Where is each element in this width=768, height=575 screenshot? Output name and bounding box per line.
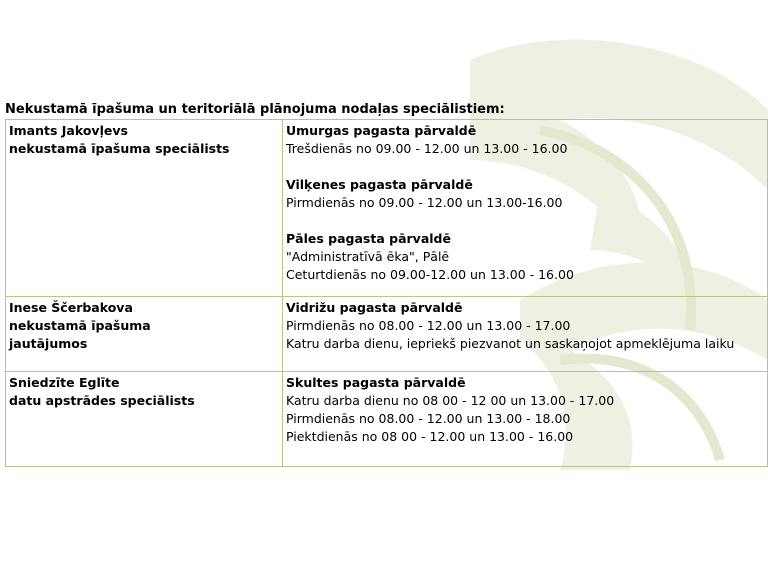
- person-cell: [6, 297, 283, 372]
- schedule-cell: [283, 297, 768, 372]
- schedule-line: Pirmdienās no 09.00 - 12.00 un 13.00-16.00: [286, 195, 563, 210]
- office-name: Vilķenes pagasta pārvaldē: [286, 177, 473, 192]
- person-name: Sniedzīte Eglīte: [9, 375, 120, 390]
- specialists-section: [5, 102, 768, 467]
- person-cell: [6, 372, 283, 467]
- person-name: Imants Jakovļevs: [9, 123, 128, 138]
- office-name: Pāles pagasta pārvaldē: [286, 231, 451, 246]
- schedule-line: Pirmdienās no 08.00 - 12.00 un 13.00 - 17.00: [286, 318, 571, 333]
- office-name: Vidrižu pagasta pārvaldē: [286, 300, 463, 315]
- table-row: [6, 372, 768, 467]
- table-row: [6, 120, 768, 297]
- table-row: [6, 297, 768, 372]
- schedule-line: Katru darba dienu, iepriekš piezvanot un saskaņojot apmeklējuma laiku: [286, 336, 735, 351]
- schedule-cell: [283, 372, 768, 467]
- schedule-line: Katru darba dienu no 08 00 - 12 00 un 13.00 - 17.00: [286, 393, 615, 408]
- office-address: "Administratīvā ēka", Pālē: [286, 249, 450, 264]
- spacer: [286, 212, 764, 230]
- person-cell: [6, 120, 283, 297]
- person-role: datu apstrādes speciālists: [9, 393, 195, 408]
- schedule-line: Trešdienās no 09.00 - 12.00 un 13.00 - 16.00: [286, 141, 568, 156]
- section-heading: Nekustamā īpašuma un teritoriālā plānojuma nodaļas speciālistiem:: [5, 102, 505, 117]
- spacer: [286, 158, 764, 176]
- office-name: Umurgas pagasta pārvaldē: [286, 123, 477, 138]
- person-name: Inese Ščerbakova: [9, 300, 133, 315]
- schedule-line: Piektdienās no 08 00 - 12.00 un 13.00 - 16.00: [286, 429, 574, 444]
- schedule-cell: [283, 120, 768, 297]
- person-role: nekustamā īpašuma speciālists: [9, 141, 230, 156]
- specialists-table: [5, 119, 768, 467]
- schedule-line: Ceturtdienās no 09.00-12.00 un 13.00 - 16.00: [286, 267, 574, 282]
- office-name: Skultes pagasta pārvaldē: [286, 375, 466, 390]
- schedule-line: Pirmdienās no 08.00 - 12.00 un 13.00 - 18.00: [286, 411, 571, 426]
- person-role: nekustamā īpašuma: [9, 318, 151, 333]
- person-role: jautājumos: [9, 336, 88, 351]
